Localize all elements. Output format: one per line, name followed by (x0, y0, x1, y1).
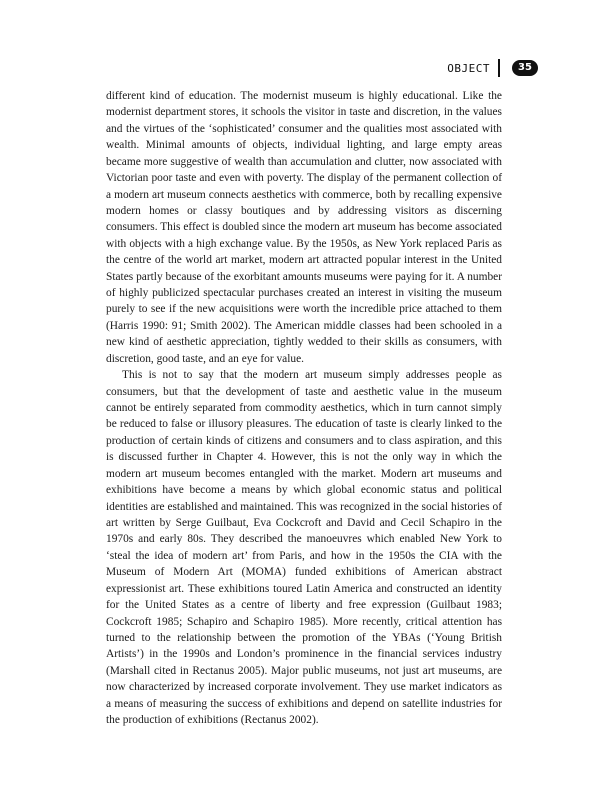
paragraph-1: different kind of education. The modernist museum is highly educational. Like the modernist department stores, it schools the visitor in taste and discretion, in the values and the virtues of the ‘sophisticated’ consumer and the qualities most associated with wealth. Minimal amounts of objects, individual lighting, and large empty areas became more suggestive of wealth than accumulation and clutter, now associated with Victorian poor taste and even with poverty. The display of the permanent collection of a modern art museum connects aesthetics with commerce, both by recalling expensive modern homes or classy boutiques and by addressing visitors as discerning consumers. This effect is doubled since the modern art museum has become associated with objects with a high exchange value. By the 1950s, as New York replaced Paris as the centre of the world art market, modern art attracted popular interest in the United States partly because of the exorbitant amounts museums were paying for it. A number of highly publicized spectacular purchases created an interest in visiting the museum purely to see if the new acquisitions were worth the incredible price attached to them (Harris 1990: 91; Smith 2002). The American middle classes had been schooled in a new kind of aesthetic appreciation, tightly wedded to their skills as consumers, with discretion, good taste, and an eye for value. (106, 90, 502, 365)
header-divider (498, 59, 500, 77)
body-text (106, 88, 502, 728)
running-head (447, 57, 538, 79)
paragraph-2: This is not to say that the modern art museum simply addresses people as consumers, but that the development of taste and aesthetic value in the museum cannot be entirely separated from commodity aesthetics, which in turn cannot simply be reduced to false or illusory pleasures. The education of taste is clearly linked to the production of certain kinds of citizens and consumers and to class aspiration, and this is discussed further in Chapter 4. However, this is not the only way in which the modern art museum becomes entangled with the market. Modern art museums and exhibitions have become a means by which global economic status and political identities are established and maintained. This was recognized in the social histories of art written by Serge Guilbaut, Eva Cockcroft and David and Cecil Schapiro in the 1970s and early 80s. They described the manoeuvres which enabled New York to ‘steal the idea of modern art’ from Paris, and how in the 1950s the CIA with the Museum of Modern Art (MOMA) funded exhibitions of American abstract expressionist art. These exhibitions toured Latin America and constructed an identity for the United States as a centre of liberty and free expression (Guilbaut 1983; Cockcroft 1985; Schapiro and Schapiro 1985). More recently, critical attention has turned to the relationship between the promotion of the YBAs (‘Young British Artists’) in the 1990s and London’s prominence in the financial services industry (Marshall cited in Rectanus 2005). Major public museums, not just art museums, are now characterized by increased corporate involvement. They use market indicators as a means of measuring the success of exhibitions and depend on satellite industries for the production of exhibitions (Rectanus 2002). (106, 369, 502, 727)
page-number: 35 (512, 60, 538, 76)
running-title: OBJECT (447, 61, 490, 75)
